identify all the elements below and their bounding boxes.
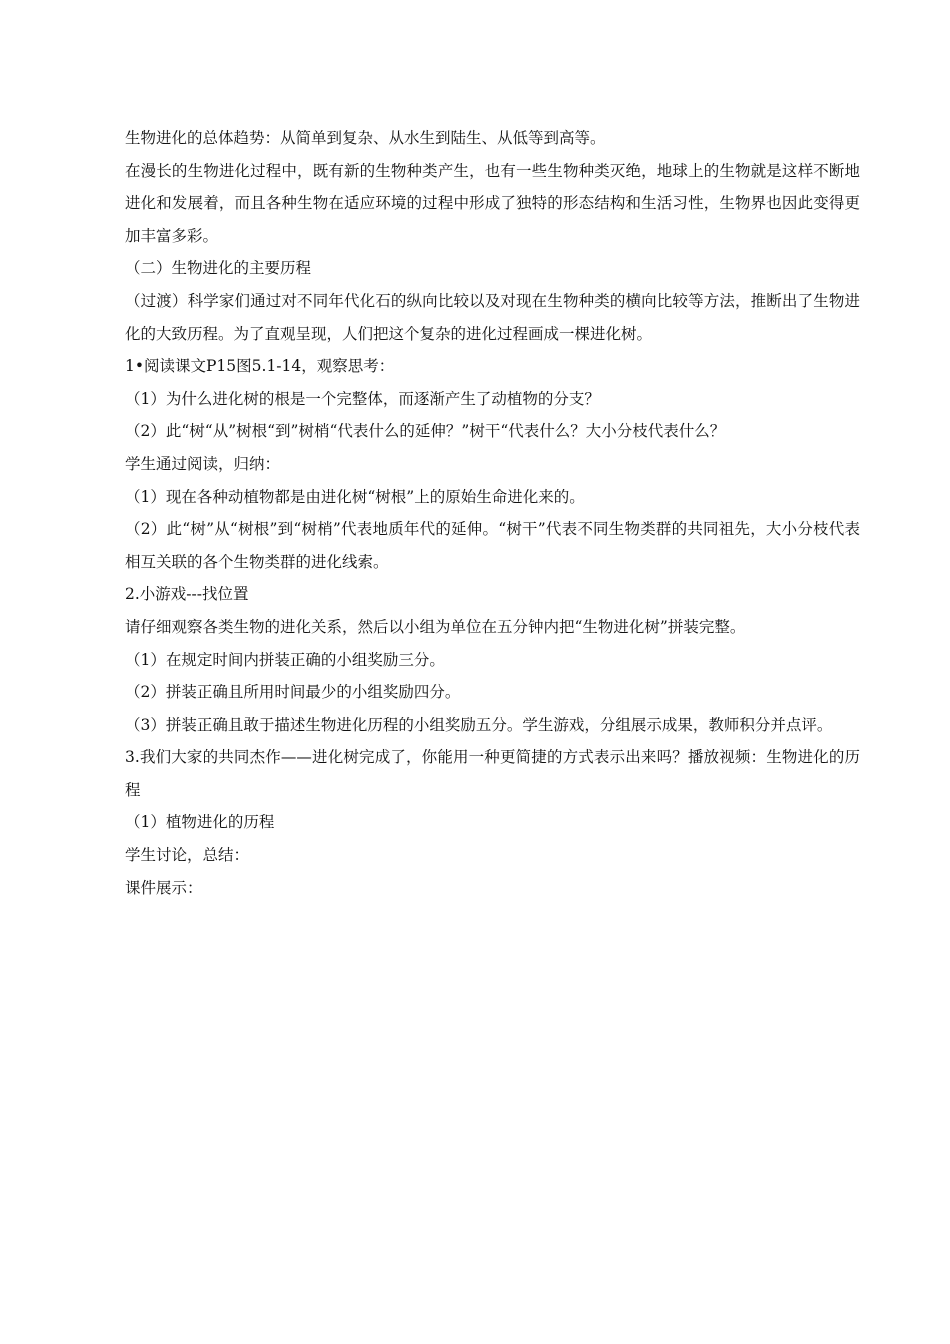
document-body [125,122,860,904]
paragraph-transition: （过渡）科学家们通过对不同年代化石的纵向比较以及对现在生物种类的横向比较等方法，推断出了生物进化的大致历程。为了直观呈现，人们把这个复杂的进化过程画成一棵进化树。 [125,291,860,343]
paragraph-mini-game: 2.小游戏---找位置 [125,585,249,604]
rule-1: （1）在规定时间内拼装正确的小组奖励三分。 [125,650,445,669]
paragraph-video: 3.我们大家的共同杰作——进化树完成了，你能用一种更简捷的方式表示出来吗？播放视频：生物进化的历程 [125,748,860,799]
paragraph-evolution-trend: 生物进化的总体趋势：从简单到复杂、从水生到陆生、从低等到高等。 [125,129,606,147]
paragraph-reading-task: 1•阅读课文P15图5.1-14，观察思考： [125,357,395,376]
paragraph-game-instructions: 请仔细观察各类生物的进化关系，然后以小组为单位在五分钟内把“生物进化树”拼装完整。 [125,617,746,636]
answer-1: （1）现在各种动植物都是由进化树“树根”上的原始生命进化来的。 [125,487,585,506]
rule-2: （2）拼装正确且所用时间最少的小组奖励四分。 [125,683,461,702]
paragraph-discussion: 学生讨论，总结： [125,846,250,865]
rule-3: （3）拼装正确且敢于描述生物进化历程的小组奖励五分。学生游戏，分组展示成果，教师积分并点评。 [125,715,833,734]
answer-2: （2）此“树”从“树根”到“树梢”代表地质年代的延伸。“树干”代表不同生物类群的共同祖先，大小分枝代表相互关联的各个生物类群的进化线索。 [125,520,860,571]
question-1: （1）为什么进化树的根是一个完整体，而逐渐产生了动植物的分支？ [125,389,600,408]
paragraph-student-summary: 学生通过阅读，归纳： [125,454,281,473]
question-2: （2）此“树“从”树根“到”树梢“代表什么的延伸？”树干“代表什么？大小分枝代表什么？ [125,422,726,441]
section-heading-main-course: （二）生物进化的主要历程 [125,259,312,278]
paragraph-long-evolution: 在漫长的生物进化过程中，既有新的生物种类产生，也有一些生物种类灭绝，地球上的生物就是这样不断地进化和发展着，而且各种生物在适应环境的过程中形成了独特的形态结构和生活习性，生物界也因此变得更加丰富多彩。 [125,161,860,245]
paragraph-courseware: 课件展示： [125,878,203,897]
paragraph-plant-evolution: （1）植物进化的历程 [125,813,275,832]
